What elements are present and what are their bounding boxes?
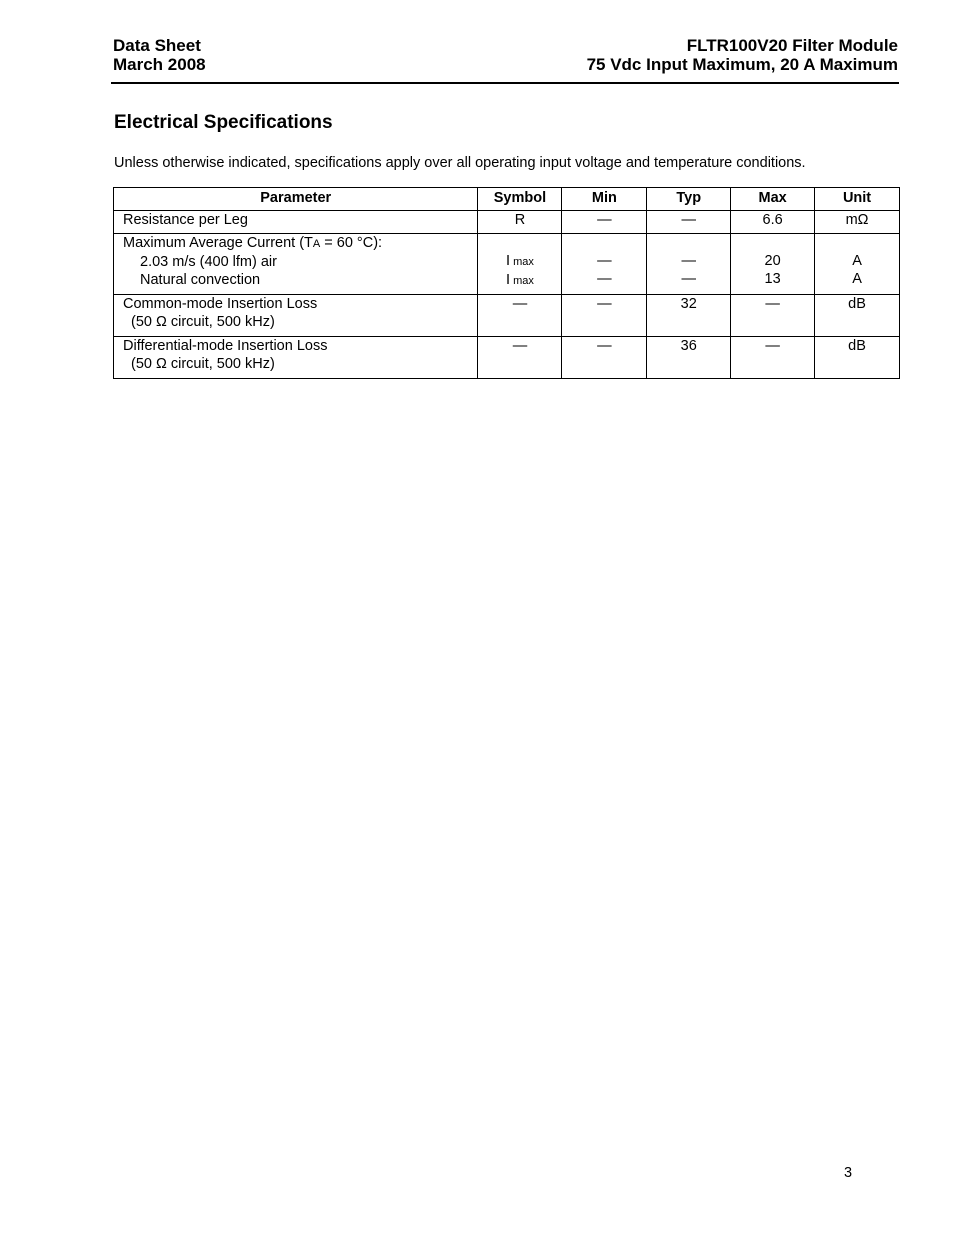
- parameter-subscript: A: [312, 238, 321, 250]
- parameter-note: (50 Ω circuit, 500 kHz): [131, 356, 275, 372]
- max-value: 13: [764, 271, 781, 287]
- document-date: March 2008: [113, 55, 206, 74]
- parameter-condition: 2.03 m/s (400 lfm) air: [140, 254, 277, 270]
- min-cell: —: [562, 211, 647, 234]
- max-cell: [731, 234, 815, 295]
- section-title: Electrical Specifications: [114, 112, 333, 133]
- symbol-cell: —: [478, 337, 562, 379]
- column-header-max: Max: [731, 188, 815, 211]
- unit-cell: dB: [815, 337, 900, 379]
- min-cell: —: [562, 295, 647, 337]
- max-cell: 6.6: [731, 211, 815, 234]
- parameter-cell: [114, 234, 478, 295]
- parameter-name: Differential-mode Insertion Loss: [123, 338, 328, 354]
- column-header-unit: Unit: [815, 188, 900, 211]
- min-cell: [562, 234, 647, 295]
- max-cell: —: [731, 337, 815, 379]
- header-divider: [111, 82, 899, 84]
- min-value: —: [597, 271, 612, 287]
- typ-cell: [647, 234, 731, 295]
- column-header-symbol: Symbol: [478, 188, 562, 211]
- unit-value: A: [852, 271, 862, 287]
- parameter-cell: [114, 295, 478, 337]
- table-row: [114, 337, 900, 379]
- typ-cell: 36: [647, 337, 731, 379]
- table-row: [114, 211, 900, 234]
- column-header-parameter: Parameter: [114, 188, 478, 211]
- document-header-left: [113, 36, 206, 74]
- max-value: 20: [764, 253, 781, 269]
- symbol-cell: [478, 234, 562, 295]
- parameter-name: Common-mode Insertion Loss: [123, 296, 318, 312]
- document-type: Data Sheet: [113, 36, 201, 55]
- typ-value: —: [681, 253, 696, 269]
- unit-cell: dB: [815, 295, 900, 337]
- typ-cell: —: [647, 211, 731, 234]
- symbol-cell: —: [478, 295, 562, 337]
- product-rating: 75 Vdc Input Maximum, 20 A Maximum: [586, 55, 898, 74]
- parameter-cell: [114, 211, 478, 234]
- parameter-name: Resistance per Leg: [123, 212, 248, 228]
- min-value: —: [597, 253, 612, 269]
- section-intro: Unless otherwise indicated, specifications apply over all operating input voltage and temperature conditions.: [114, 155, 806, 171]
- parameter-cell: [114, 337, 478, 379]
- typ-value: —: [681, 271, 696, 287]
- parameter-name-prefix: Maximum Average Current (T: [123, 235, 313, 251]
- symbol-value: I max: [506, 272, 534, 288]
- column-header-typ: Typ: [647, 188, 731, 211]
- parameter-name: [123, 234, 477, 253]
- column-header-min: Min: [562, 188, 647, 211]
- unit-cell: [815, 234, 900, 295]
- unit-cell: mΩ: [815, 211, 900, 234]
- table-row: [114, 234, 900, 295]
- min-cell: —: [562, 337, 647, 379]
- product-name: FLTR100V20 Filter Module: [686, 36, 898, 55]
- parameter-note: (50 Ω circuit, 500 kHz): [131, 314, 275, 330]
- typ-cell: 32: [647, 295, 731, 337]
- parameter-condition: Natural convection: [140, 272, 261, 288]
- max-cell: —: [731, 295, 815, 337]
- electrical-specifications-table: [113, 187, 900, 379]
- symbol-value: I max: [506, 253, 534, 269]
- table-row: [114, 295, 900, 337]
- parameter-name-suffix: = 60 °C):: [320, 235, 383, 251]
- page-number: 3: [844, 1165, 853, 1181]
- document-header-right: [587, 36, 898, 74]
- symbol-cell: R: [478, 211, 562, 234]
- table-header-row: [114, 188, 900, 211]
- unit-value: A: [852, 253, 862, 269]
